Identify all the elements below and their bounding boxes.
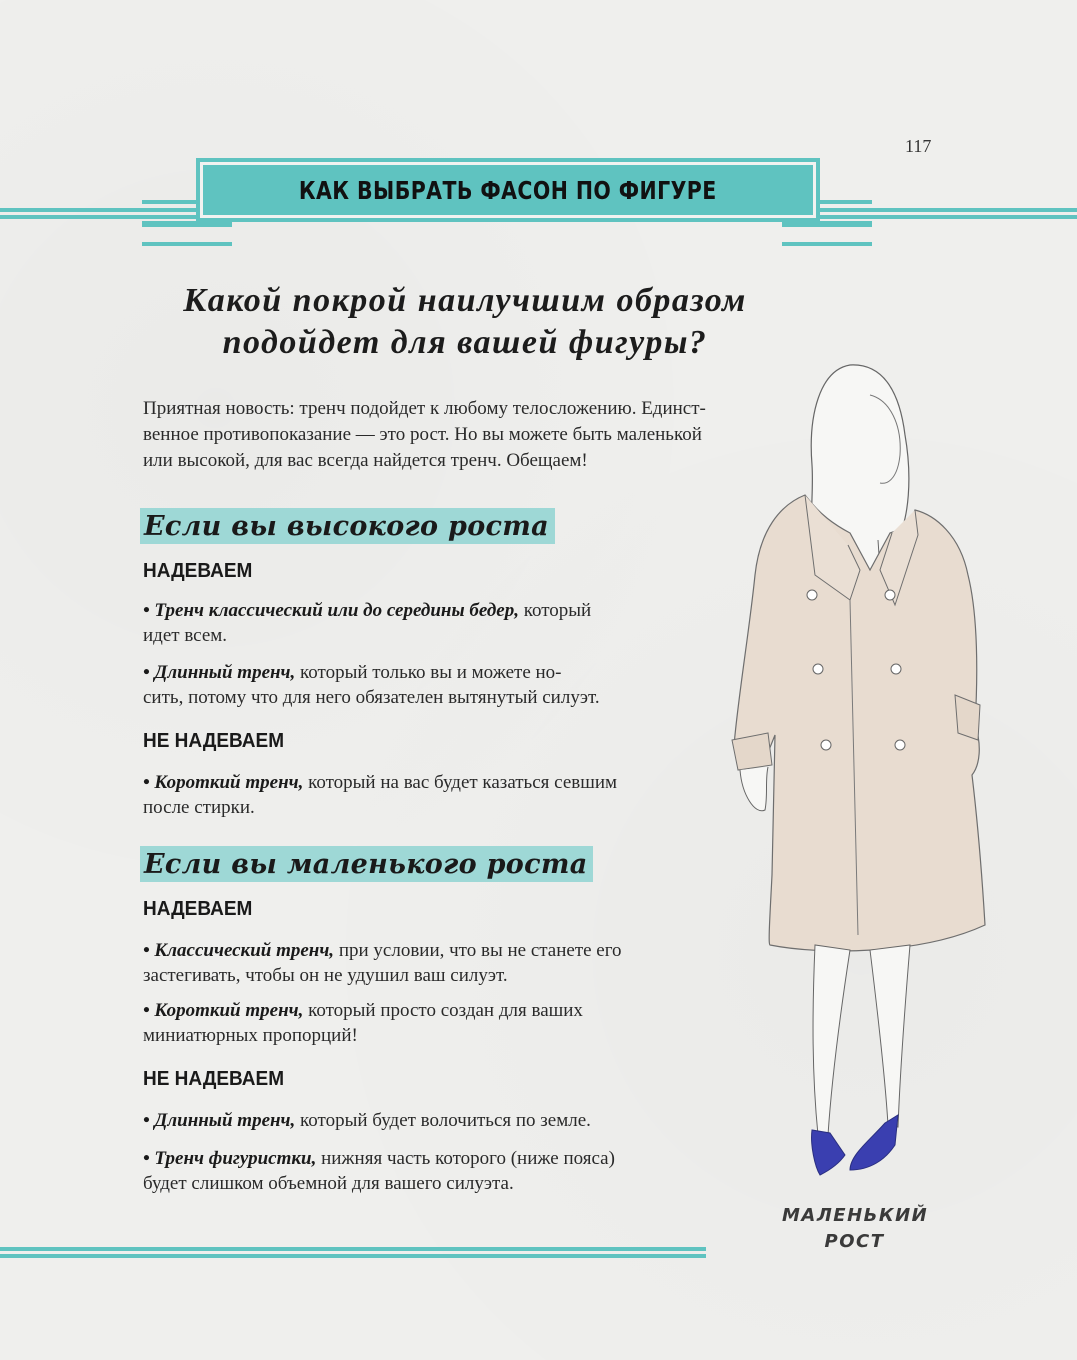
item-bold: • Длинный тренч, [143,662,296,683]
heading-line-2: подойдет для вашей фигуры? [222,324,708,361]
item-text: который на вас будет казаться севшим [303,772,618,793]
coat-shape [735,495,985,951]
left-shoe [812,1130,845,1175]
item-bold: • Классический тренч, [143,940,335,961]
list-item [143,938,703,988]
item-text: нижняя часть которого (ниже пояса) [316,1148,615,1169]
list-item [143,1108,703,1133]
list-item [143,770,703,820]
item-bold: • Короткий тренч, [143,772,304,793]
page-heading [140,280,790,364]
item-text: который будет волочиться по земле. [295,1110,591,1131]
illustration-caption [782,1203,927,1255]
intro-line: Приятная новость: тренч подойдет к любому телосложению. Единст- [143,398,706,419]
item-text: идет всем. [143,625,228,646]
bottom-rule-bottom [0,1254,706,1258]
list-item [143,660,703,710]
caption-line-2: РОСТ [824,1231,885,1252]
item-text: который просто создан для ваших [303,1000,583,1021]
intro-line: или высокой, для вас всегда найдется тренч. Обещаем! [143,450,588,471]
section-title-short: Если вы маленького роста [140,846,593,882]
item-bold: • Длинный тренч, [143,1110,296,1131]
caption-line-1: МАЛЕНЬКИЙ [782,1205,929,1226]
page-number: 117 [905,136,932,156]
right-shoe [850,1115,898,1170]
section-title-tall: Если вы высокого роста [140,508,555,544]
list-item [143,1146,703,1196]
item-bold: • Тренч классический или до середины бедер, [143,600,519,621]
avoid-label-short: НЕ НАДЕВАЕМ [143,1068,285,1090]
list-item [143,998,703,1048]
item-text: сить, потому что для него обязателен вытянутый силуэт. [143,687,600,708]
item-bold: • Тренч фигуристки, [143,1148,317,1169]
wear-label-tall: НАДЕВАЕМ [143,560,253,582]
item-text: будет слишком объемной для вашего силуэта. [143,1173,514,1194]
banner [196,158,820,222]
item-text: после стирки. [143,797,255,818]
item-text: застегивать, чтобы он не удушил ваш силуэт. [143,965,508,986]
list-item [143,598,703,648]
item-text: при условии, что вы не станете его [334,940,622,961]
item-text: который [518,600,592,621]
item-bold: • Короткий тренч, [143,1000,304,1021]
bottom-rule-top [0,1247,706,1251]
heading-line-1: Какой покрой наилучшим образом [183,282,747,319]
item-text: миниатюрных пропорций! [143,1025,358,1046]
banner-title: КАК ВЫБРАТЬ ФАСОН ПО ФИГУРЕ [299,175,717,205]
item-text: который только вы и можете но- [295,662,562,683]
intro-paragraph [143,396,783,474]
wear-label-short: НАДЕВАЕМ [143,898,253,920]
avoid-label-tall: НЕ НАДЕВАЕМ [143,730,285,752]
woman-in-trench-illustration [720,355,1020,1185]
intro-line: венное противопоказание — это рост. Но вы можете быть маленькой [143,424,702,445]
